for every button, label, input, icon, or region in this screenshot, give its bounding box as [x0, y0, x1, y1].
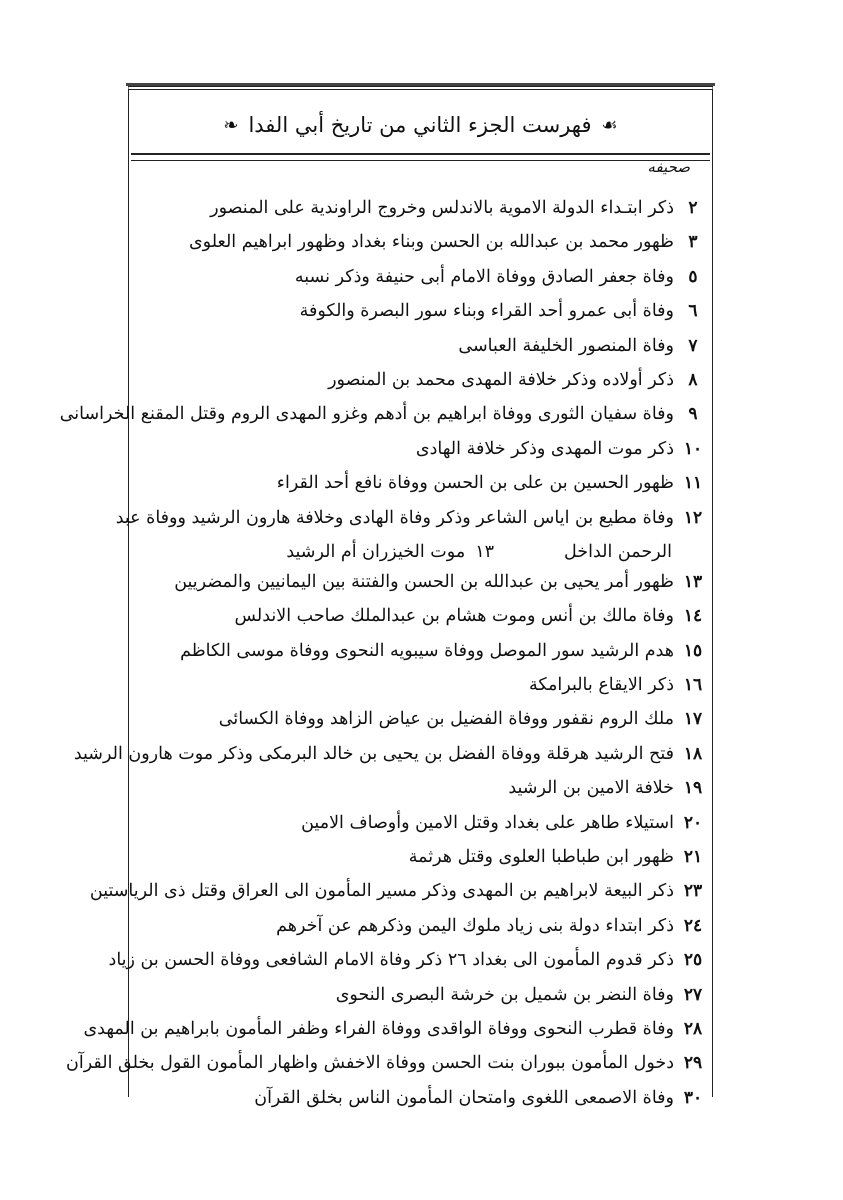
list-item [129, 473, 712, 507]
ornament-right-icon: ☙ [601, 114, 618, 136]
entry-title: هدم الرشيد سور الموصل ووفاة سيبويه النحوى ووفاة موسى الكاظم [180, 640, 674, 661]
entry-title: ظهور ابن طباطبا العلوى وقتل هرثمة [408, 847, 674, 868]
entry-page-number: ١٥ [683, 640, 703, 661]
entry-page-number: ٩ [688, 404, 698, 425]
ornament-left-icon: ❧ [223, 114, 239, 136]
entry-page-number: ٢٣ [683, 881, 703, 902]
page-header [129, 100, 712, 150]
header-divider [131, 153, 710, 161]
entry-page-number: ٥ [688, 266, 698, 287]
list-item [129, 370, 712, 404]
entry-page-number: ١٨ [683, 743, 703, 764]
entry-page-number: ١٤ [683, 606, 703, 627]
entry-page-number: ٢٩ [683, 1053, 703, 1074]
continuation-text: الرحمن الداخل [564, 541, 672, 562]
list-item [59, 404, 712, 438]
list-item [73, 743, 712, 778]
entry-page-number: ١١ [683, 473, 703, 494]
list-item [129, 813, 712, 847]
entry-page-number: ٣٠ [683, 1087, 703, 1108]
entry-page-number: ١٧ [683, 709, 703, 730]
entry-title: دخول المأمون ببوران بنت الحسن ووفاة الاخفش واظهار المأمون القول بخلق القرآن [66, 1053, 674, 1074]
entry-title: ذكر أولاده وذكر خلافة المهدى محمد بن المنصور [328, 369, 674, 390]
entry-title: ذكر موت المهدى وذكر خلافة الهادى [415, 438, 674, 459]
list-item [129, 1088, 712, 1122]
list-item [129, 439, 712, 473]
index-frame [59, 86, 713, 1108]
list-item [129, 675, 712, 709]
list-item [108, 950, 712, 984]
entry-title: وفاة المنصور الخليفة العباسى [458, 335, 674, 356]
entry-page-number: ٦ [688, 301, 698, 322]
list-item [129, 709, 712, 743]
entry-title: استيلاء طاهر على بغداد وقتل الامين وأوصاف الامين [301, 812, 674, 833]
entry-page-number: ٧ [688, 335, 698, 356]
entry-title: وفاة أبى عمرو أحد القراء وبناء سور البصرة والكوفة [299, 301, 674, 322]
page-title: فهرست الجزء الثاني من تاريخ أبي الفدا [248, 113, 592, 137]
index-list [59, 198, 712, 1122]
continuation-text-b: موت الخيزران أم الرشيد [286, 541, 466, 562]
entry-page-number: ٨ [688, 369, 698, 390]
entry-title: وفاة الاصمعى اللغوى وامتحان المأمون الناس بخلق القرآن [254, 1087, 674, 1108]
entry-title: ظهور محمد بن عبدالله بن الحسن وبناء بغداد وظهور ابراهيم العلوى [188, 232, 674, 253]
entry-title: خلافة الامين بن الرشيد [508, 778, 674, 799]
entry-title: ذكر قدوم المأمون الى بغداد ٢٦ ذكر وفاة الامام الشافعى ووفاة الحسن بن زياد [108, 950, 674, 971]
list-item [129, 778, 712, 812]
list-item [129, 232, 712, 266]
entry-page-number: ١٣ [683, 571, 703, 592]
list-item [129, 606, 712, 640]
list-item [129, 267, 712, 301]
list-item [129, 641, 712, 675]
list-item [115, 507, 712, 542]
entry-title: وفاة سفيان الثورى ووفاة ابراهيم بن أدهم وغزو المهدى الروم وقتل المقنع الخراسانى [59, 404, 674, 425]
entry-page-number: ١٠ [683, 438, 703, 459]
entry-title: وفاة قطرب النحوى ووفاة الواقدى ووفاة الفراء وظفر المأمون بابراهيم بن المهدى [83, 1018, 674, 1039]
list-item [129, 985, 712, 1019]
list-item [129, 336, 712, 370]
list-item [83, 1018, 712, 1053]
entry-page-number: ٢٤ [683, 915, 703, 936]
entry-title: ذكر الايقاع بالبرامكة [529, 675, 674, 696]
entry-title: ملك الروم نقفور ووفاة الفضيل بن عياض الزاهد ووفاة الكسائى [218, 709, 674, 730]
entry-title: فتح الرشيد هرقلة ووفاة الفضل بن يحيى بن خالد البرمكى وذكر موت هارون الرشيد [73, 743, 674, 764]
entry-title: وفاة مطيع بن اياس الشاعر وذكر وفاة الهادى وخلافة هارون الرشيد ووفاة عبد [115, 507, 674, 528]
entry-title: ظهور الحسين بن على بن الحسن ووفاة نافع أحد القراء [276, 473, 674, 494]
entry-title: ظهور أمر يحيى بن عبدالله بن الحسن والفتنة بين اليمانيين والمضريين [174, 571, 674, 592]
entry-title: وفاة النضر بن شميل بن خرشة البصرى النحوى [335, 984, 674, 1005]
entry-title: وفاة مالك بن أنس وموت هشام بن عبدالملك صاحب الاندلس [234, 606, 674, 627]
entry-page-number: ١٢ [683, 507, 703, 528]
entry-title: ذكر ابتـداء الدولة الاموية بالاندلس وخروج الراوندية على المنصور [210, 198, 674, 218]
entry-title: ذكر ابتداء دولة بنى زياد ملوك اليمن وذكرهم عن آخرهم [276, 915, 674, 936]
entry-page-number: ٢ [688, 198, 698, 218]
entry-page-number: ٢٨ [683, 1018, 703, 1039]
list-item [66, 1053, 712, 1087]
list-item-continuation [129, 542, 712, 572]
entry-page-number: ٢١ [683, 847, 703, 868]
list-item [129, 198, 712, 232]
entry-page-number: ٢٧ [683, 984, 703, 1005]
column-header: صحيفه [647, 158, 690, 176]
entry-page-number: ٣ [688, 232, 698, 253]
list-item [129, 916, 712, 950]
entry-title: وفاة جعفر الصادق ووفاة الامام أبى حنيفة وذكر نسبه [294, 266, 674, 287]
list-item [129, 847, 712, 881]
continuation-page-number: ١٣ [475, 541, 495, 562]
entry-page-number: ١٦ [683, 675, 703, 696]
entry-page-number: ٢٥ [683, 950, 703, 971]
entry-page-number: ٢٠ [683, 812, 703, 833]
entry-page-number: ١٩ [683, 778, 703, 799]
entry-title: ذكر البيعة لابراهيم بن المهدى وذكر مسير المأمون الى العراق وقتل ذى الرياستين [89, 881, 674, 902]
list-item [129, 301, 712, 335]
list-item [89, 881, 712, 915]
list-item [129, 572, 712, 606]
